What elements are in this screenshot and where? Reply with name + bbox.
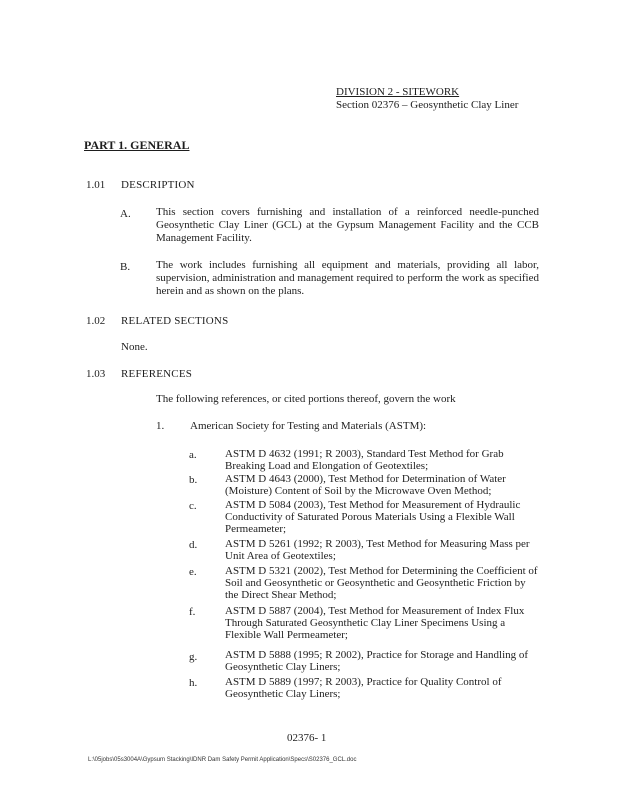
- reference-text: ASTM D 5321 (2002), Test Method for Determining the Coefficient of Soil and Geosynthetic or Geosynthetic and Geosynthetic Friction by the Direct Shear Method;: [225, 565, 538, 601]
- reference-text: ASTM D 4643 (2000), Test Method for Determination of Water (Moisture) Content of Soil by the Microwave Oven Method;: [225, 473, 506, 497]
- section-heading: RELATED SECTIONS: [121, 315, 229, 327]
- reference-letter: e.: [189, 566, 197, 578]
- section-number: 1.02: [86, 315, 106, 327]
- reference-letter: d.: [189, 539, 198, 551]
- part-heading: PART 1. GENERAL: [84, 138, 190, 152]
- list-number: 1.: [156, 420, 165, 432]
- file-path: L:\05jobs\05s3004A\Gypsum Stacking\IDNR Dam Safety Permit Application\Specs\S02376_GCL.doc: [88, 757, 357, 763]
- document-header: [336, 86, 518, 112]
- reference-text: ASTM D 5887 (2004), Test Method for Measurement of Index Flux Through Saturated Geosynthetic Clay Liner Specimens Using a Flexible Wall Permeameter;: [225, 605, 525, 641]
- reference-letter: b.: [189, 474, 198, 486]
- reference-text: ASTM D 5261 (1992; R 2003), Test Method for Measuring Mass per Unit Area of Geotextiles;: [225, 538, 530, 562]
- reference-letter: a.: [189, 449, 197, 461]
- item-letter: B.: [120, 261, 131, 273]
- references-intro: The following references, or cited portions thereof, govern the work: [156, 393, 456, 405]
- section-title: Section 02376 – Geosynthetic Clay Liner: [336, 99, 519, 111]
- reference-letter: f.: [189, 606, 196, 618]
- item-paragraph: The work includes furnishing all equipment and materials, providing all labor, supervision, administration and management required to perform the work as specified herein and as shown on the plans.: [156, 259, 539, 297]
- reference-text: ASTM D 5084 (2003), Test Method for Measurement of Hydraulic Conductivity of Saturated Porous Materials Using a Flexible Wall Permeameter;: [225, 499, 521, 535]
- section-heading: DESCRIPTION: [121, 179, 195, 191]
- reference-text: ASTM D 5888 (1995; R 2002), Practice for Storage and Handling of Geosynthetic Clay Liners;: [225, 649, 529, 673]
- reference-text: ASTM D 4632 (1991; R 2003), Standard Test Method for Grab Breaking Load and Elongation of Geotextiles;: [225, 448, 504, 472]
- reference-letter: g.: [189, 651, 198, 663]
- section-number: 1.01: [86, 179, 106, 191]
- division-title: DIVISION 2 - SITEWORK: [336, 86, 460, 98]
- reference-letter: h.: [189, 677, 198, 689]
- section-body: None.: [121, 341, 148, 353]
- section-heading: REFERENCES: [121, 368, 193, 380]
- reference-letter: c.: [189, 500, 197, 512]
- item-letter: A.: [120, 208, 131, 220]
- page-number: 02376- 1: [287, 732, 327, 744]
- section-number: 1.03: [86, 368, 106, 380]
- reference-text: ASTM D 5889 (1997; R 2003), Practice for Quality Control of Geosynthetic Clay Liners;: [225, 676, 502, 700]
- item-paragraph: This section covers furnishing and installation of a reinforced needle-punched Geosynthetic Clay Liner (GCL) at the Gypsum Management Facility and the CCB Management Facility.: [156, 206, 539, 244]
- list-title: American Society for Testing and Materials (ASTM):: [190, 420, 427, 432]
